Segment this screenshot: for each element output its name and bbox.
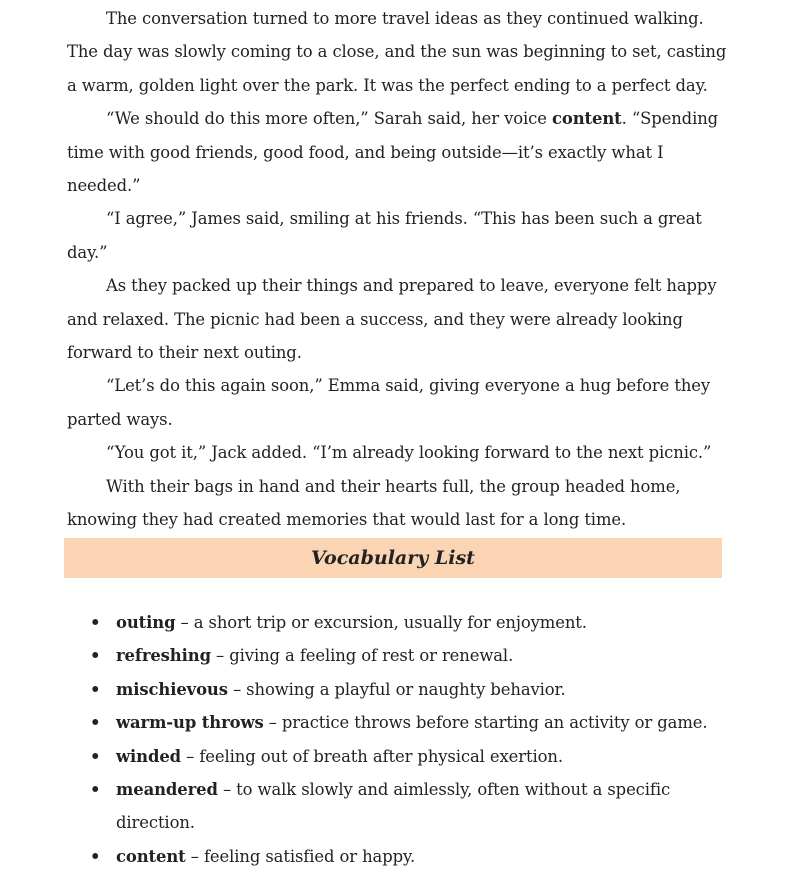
bullet-icon: •	[90, 713, 101, 733]
bullet-icon: •	[90, 780, 101, 800]
list-item	[67, 773, 727, 840]
story-paragraph: “I agree,” James said, smiling at his friends. “This has been such a great day.”	[67, 209, 702, 262]
bold-word: content	[551, 109, 622, 129]
bullet-icon: •	[90, 746, 101, 766]
vocabulary-title: Vocabulary List	[311, 547, 475, 569]
list-item	[67, 840, 727, 873]
vocabulary-term: warm-up throws	[116, 713, 264, 733]
list-item	[67, 673, 727, 706]
paragraph-text: “We should do this more often,” Sarah said, her voice	[106, 109, 552, 129]
vocabulary-definition: – feeling out of breath after physical exertion.	[181, 746, 563, 766]
story-paragraph	[67, 102, 727, 202]
vocabulary-term: content	[116, 846, 186, 866]
bullet-icon: •	[90, 679, 101, 699]
vocabulary-definition: – feeling satisfied or happy.	[185, 846, 416, 866]
list-item	[67, 606, 727, 639]
bullet-icon: •	[90, 613, 101, 632]
list-item	[67, 740, 727, 773]
story-paragraph: “Let’s do this again soon,” Emma said, giving everyone a hug before they parted ways.	[67, 376, 711, 429]
vocabulary-definition: – showing a playful or naughty behavior.	[227, 679, 566, 699]
bullet-icon: •	[90, 846, 101, 866]
vocabulary-term: outing	[116, 613, 176, 632]
vocabulary-definition: – practice throws before starting an activity or game.	[263, 713, 708, 733]
vocabulary-definition: – giving a feeling of rest or renewal.	[210, 646, 514, 666]
vocabulary-term: mischievous	[116, 679, 228, 699]
paragraph-text: . “Spending time with good friends, good food, and being outside—it’s exactly what I needed.”	[67, 109, 719, 196]
vocabulary-header	[64, 538, 722, 578]
story-text	[67, 2, 727, 537]
story-paragraph: With their bags in hand and their hearts full, the group headed home, knowing they had created memories that would last for a long time.	[67, 476, 681, 530]
story-paragraph: The conversation turned to more travel ideas as they continued walking. The day was slowly coming to a close, and the sun was beginning to set, casting a warm, golden light over the park. It was the perfect ending to a perfect day.	[67, 9, 727, 95]
story-paragraph: As they packed up their things and prepared to leave, everyone felt happy and relaxed. The picnic had been a success, and they were already looking forward to their next outing.	[67, 276, 717, 363]
vocabulary-definition: – to walk slowly and aimlessly, often without a specific direction.	[116, 780, 671, 833]
vocabulary-definition: – a short trip or excursion, usually for enjoyment.	[175, 613, 587, 632]
list-item	[67, 706, 727, 739]
vocabulary-term: winded	[116, 746, 182, 766]
vocabulary-term: meandered	[116, 780, 218, 800]
bullet-icon: •	[90, 646, 101, 666]
story-paragraph: “You got it,” Jack added. “I’m already looking forward to the next picnic.”	[106, 443, 712, 463]
vocabulary-term: refreshing	[116, 646, 211, 666]
list-item	[67, 639, 727, 672]
vocabulary-list	[67, 606, 727, 873]
